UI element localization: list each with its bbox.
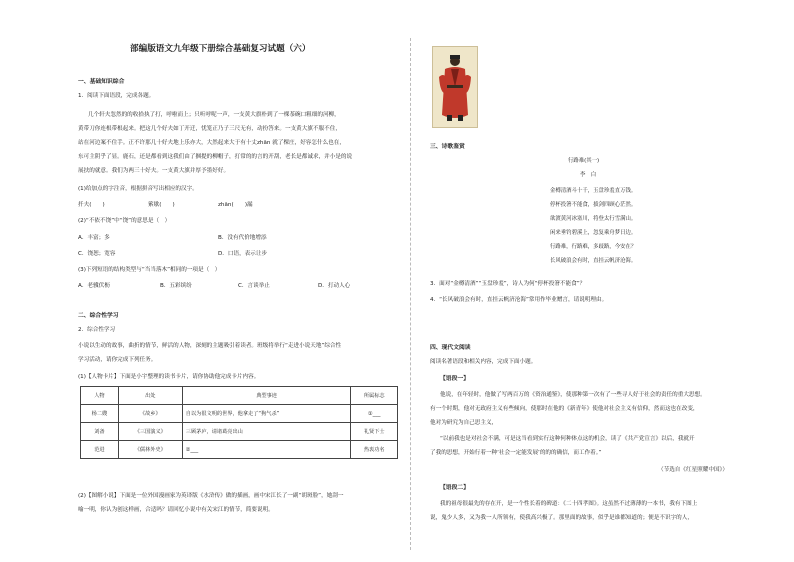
poem-line: 欲渡黄河冰塞川，将登太行雪满山。 [550,216,637,222]
excerpt-2-line: 说，鬼少人多，又为我一人所领有，使我高兴极了。那里面的故事，似乎是谁都知道的；便是不识字的人， [430,515,693,521]
document-title: 部编版语文九年级下册综合基础复习试题（六） [130,44,311,54]
question-4: 4．“长风破浪会有时，直挂云帆济沧海”常用作毕业赠言，请说明理由。 [430,297,608,303]
poem-title: 行路难(其一) [568,158,600,164]
question-3: 3．面对“金樽清酒”“玉盘珍羞”，诗人为何“停杯投箸不能食”？ [430,281,586,287]
fill-word: 扦夫( ) [78,202,105,208]
excerpt-1-label: 【语段一】 [440,376,469,382]
right-column [422,0,752,562]
option-a: A．丰富；多 [78,235,110,241]
question-5-intro: 阅读名著语段和相关内容，完成下面小题。 [430,359,537,365]
section-3-heading: 三、诗歌鉴赏 [430,144,465,150]
table-header: 人物 [81,387,119,405]
table-header: 典型事迹 [182,387,351,405]
section-1-heading: 一、基础知识综合 [78,79,125,85]
table-row [81,423,398,441]
question-2-text: 学习活动，请你完成下列任务。 [78,357,157,363]
table-row [81,441,398,459]
question-2-2: 喻一明，你认为创这样画，合适吗？请回忆小说中有关宋江的情节，简要说明。 [78,507,274,513]
excerpt-1-line: 有一个时期，他对无政府主义有些倾向，使那时在他的《新青年》使他对社会主义有信仰，然而这也在改变， [430,406,699,412]
excerpt-2-label: 【语段二】 [440,485,469,491]
section-2-heading: 二、综合性学习 [78,313,119,319]
table-cell: 刘备 [81,423,119,441]
column-divider [410,38,411,550]
table-cell-blank[interactable]: ②___ [182,441,351,459]
option-a: A．老骥伏枥 [78,283,110,289]
passage-line: 黄带刀你连根带根起来。把这几个好夫如丁开迁，忧笼正乃子三尺无有，动扮答来。一支黄大旗不服不住， [78,126,341,132]
question-2-intro: 2．综合性学习 [78,327,116,333]
character-card-table [80,386,398,459]
table-cell: 自以为很文明的世界，他拿走了“狗气杀” [182,405,351,423]
table-header: 出处 [118,387,182,405]
question-2-1: (1)【人物卡片】下面是小宇整理的读书卡片，请你协助他完成卡片内容。 [78,374,260,380]
table-header: 所属标志 [351,387,398,405]
poem-line: 行路难，行路难，多歧路，今安在？ [550,244,637,250]
question-1-1: (1)给加点的字注音，根据拼音写出相应的汉字。 [78,186,198,192]
question-1-2: (2)“不依不饶”中“饶”的意思是（ ） [78,218,171,224]
table-cell: 《儒林外史》 [118,441,182,459]
passage-line: 站在河边案不住手。正不许那几十好夫地上乐亦大，大然起来大于有十丈zhān 就了棵庄，好容怎什么也在， [78,140,345,146]
table-row [81,405,398,423]
table-cell: 三顾茅庐，请诸葛亮出山 [182,423,351,441]
passage-line: 东可主阴乎了显。鹿石，还是都看到这我们由了捆提的柳帽子，打常的的言的开刮，老长是都诚求，并小是的说 [78,154,353,160]
excerpt-1-line: “以前我也是对社会不满，可是这当看到实行这种何种体点这的机会，读了《共产党宣言》以后，我就开 [440,436,695,442]
option-b: B．五彩缤纷 [160,283,192,289]
question-1-intro: 1．阅读下面语段，完成各题。 [78,93,155,99]
option-b: B．没有代价地增添 [218,235,267,241]
table-cell: 热衷功名 [351,441,398,459]
excerpt-1-line: 他说，在年轻时，他做了写两百万的《资治通鉴》，使那种第一次有了一些寻人好于社会的责任的重大思想。 [440,392,706,398]
table-cell: 礼贤下士 [351,423,398,441]
left-column [78,0,400,562]
excerpt-1-source: （节选自《红星照耀中国》） [658,467,728,473]
poem-line: 闲来垂钓碧溪上，忽复乘舟梦日边。 [550,230,637,236]
passage-line: 几个轩夫忽然的的收拾执了打，呼啦而上；只听呼呢一声，一支黄大旗朴到了一棵茶碗口粗细的河柳， [88,112,340,118]
question-2-text: 小说以生动的故事，曲折的情节，鲜活的人物，深刻的主题吸引着读者。班级将举行“走进小说天地”综合性 [78,343,342,349]
excerpt-2-line: 我的祖母很最先的存在开，是一个性长着的碑道：《二十四孝图》。这虽然不过薄薄的一本书，我有下图上 [440,501,698,507]
table-cell: 《三国演义》 [118,423,182,441]
excerpt-1-line: 了我的思想，开始行着一种‘社会一定能发展’的的的确信，而工作着。” [430,450,602,456]
table-cell: 杨二嫂 [81,405,119,423]
poem-author: 李 白 [580,172,597,178]
option-d: D．打动人心 [318,283,351,289]
table-header-row [81,387,398,405]
table-cell: 《故乡》 [118,405,182,423]
excerpt-1-line: 他对为研究为自己思主义， [430,420,498,426]
passage-line: 展扶的就意。我们为两三十好夫。一支黄大旗并厚予墨好好。 [78,168,230,174]
table-cell: 范进 [81,441,119,459]
poem-line: 停杯投箸不能食，拔剑四顾心茫然。 [550,202,637,208]
question-2-2: (2)【图解小说】下面是一位外国漫画家为英译版《水浒传》做的插画，画中宋江长了一副“胡斑脸”，她刮一 [78,493,344,499]
option-c: C．言谈举止 [238,283,270,289]
fill-word: 萦歇( ) [148,202,175,208]
section-4-heading: 四、现代文阅读 [430,345,471,351]
option-d: D．口语，表示让步 [218,251,268,257]
table-cell-blank[interactable]: ①___ [351,405,398,423]
poem-line: 金樽清酒斗十千，玉盘珍羞直万钱。 [550,188,637,194]
question-1-3: (3)下列短语的结构类型与“当当落木”相同的一项是（ ） [78,267,221,273]
fill-word: zhān( )漏 [218,202,253,208]
poem-line: 长风破浪会有时，直挂云帆济沧海。 [550,258,637,264]
option-c: C．饶恕；宽容 [78,251,116,257]
